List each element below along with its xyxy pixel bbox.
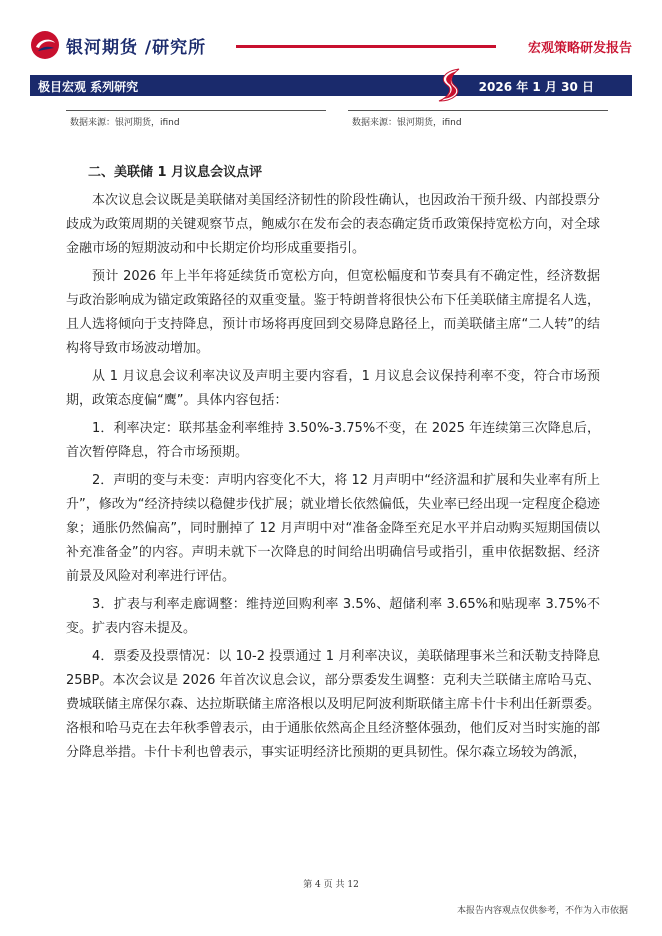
paragraph: 本次议息会议既是美联储对美国经济韧性的阶段性确认，也因政治干预升级、内部投票分歧成为政策周期的关键观察节点，鲍威尔在发布会的表态确定货币政策保持宽松方向，对全球金融市场的短期波动和中长期定价均形成重要指引。	[66, 193, 600, 256]
chart-left-baseline	[66, 110, 326, 111]
paragraph: 1．利率决定：联邦基金利率维持 3.50%-3.75%不变，在 2025 年连续第三次降息后，首次暂停降息，符合市场预期。	[66, 421, 600, 460]
paragraph: 4．票委及投票情况：以 10-2 投票通过 1 月利率决议，美联储理事米兰和沃勒支持降息 25BP。本次会议是 2026 年首次议息会议，部分票委发生调整：克利夫兰联储主席哈马克、费城联储主席保尔森、达拉斯联储主席洛根以及明尼阿波利斯联储主席卡什卡利出任新票委。洛根和哈马克在去年秋季曾表示，由于通胀依然高企且经济整体强劲，他们反对当时实施的部分降息举措。卡什卡利也曾表示，事实证明经济比预期的更具韧性。保尔森立场较为鸽派，	[66, 649, 600, 760]
page-number: 第 4 页 共 12	[303, 880, 359, 890]
galaxy-logo-icon	[30, 30, 60, 60]
section-heading: 二、美联储 1 月议息会议点评	[88, 165, 263, 180]
paragraph: 从 1 月议息会议利率决议及声明主要内容看，1 月议息会议保持利率不变，符合市场预期，政策态度偏“鹰”。具体内容包括：	[66, 369, 600, 408]
series-band	[30, 75, 632, 96]
header-red-rule	[236, 45, 496, 48]
data-source-right: 数据来源：银河期货，ifind	[352, 118, 462, 128]
paragraph: 2．声明的变与未变：声明内容变化不大，将 12 月声明中“经济温和扩展和失业率有所上升”，修改为“经济持续以稳健步伐扩展；就业增长依然偏低，失业率已经出现一定程度企稳迹象；通胀仍然偏高”，同时删掉了 12 月声明中对“准备金降至充足水平并启动购买短期国债以补充准备金”的内容。声明未就下一次降息的时间给出明确信号或指引，重申依据数据、经济前景及风险对利率进行评估。	[66, 473, 600, 584]
brand-name: 银河期货 /研究所	[66, 37, 207, 58]
chart-right-baseline	[348, 110, 608, 111]
series-title: 极目宏观 系列研究	[38, 80, 139, 94]
paragraph: 预计 2026 年上半年将延续货币宽松方向，但宽松幅度和节奏具有不确定性，经济数据与政治影响成为锚定政策路径的双重变量。鉴于特朗普将很快公布下任美联储主席提名人选，且人选将倾向于支持降息，预计市场将再度回到交易降息路径上，而美联储主席“二人转”的结构将导致市场波动增加。	[66, 269, 600, 356]
swoosh-mark-icon	[435, 67, 467, 105]
paragraph: 3．扩表与利率走廊调整：维持逆回购利率 3.5%、超储利率 3.65%和贴现率 3.75%不变。扩表内容未提及。	[66, 597, 600, 636]
data-source-left: 数据来源：银河期货，ifind	[70, 118, 180, 128]
report-date: 2026 年 1 月 30 日	[478, 80, 594, 94]
report-type: 宏观策略研发报告	[527, 41, 632, 56]
brand-logo	[30, 30, 206, 60]
disclaimer: 本报告内容观点仅供参考，不作为入市依据	[456, 906, 628, 916]
report-body	[66, 162, 600, 769]
